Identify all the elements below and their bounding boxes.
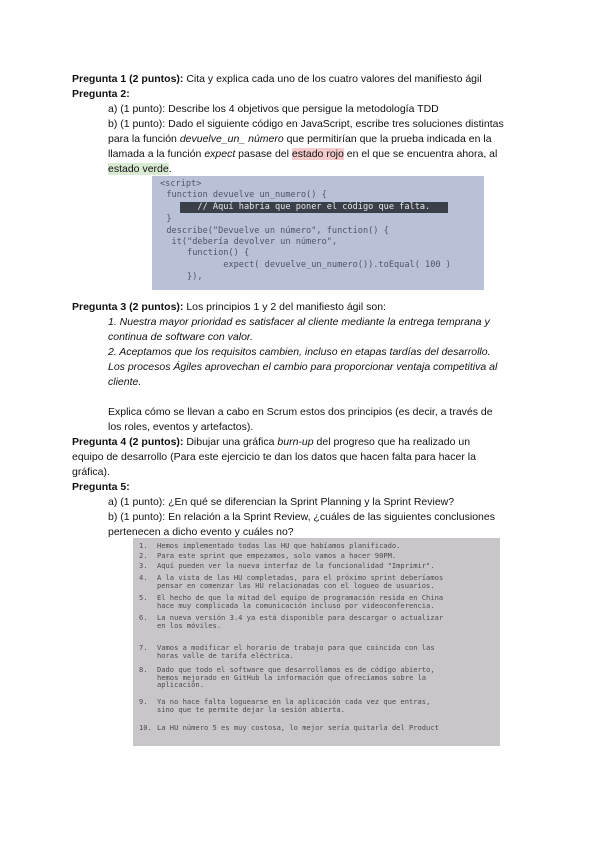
principle-2-line-1: 2. Aceptamos que los requisitos cambien, incluso en etapas tardías del desarrollo.: [108, 346, 491, 358]
question-2b-line-4: [108, 162, 172, 177]
conclusion-item: [139, 542, 497, 550]
conclusion-item: [139, 698, 497, 713]
conclusion-text: A la vista de las HU completadas, para el próximo sprint deberíamos: [157, 573, 444, 582]
conclusion-item: [139, 562, 497, 570]
conclusion-text: Ya no hace falta loguearse en la aplicación cada vez que entras,: [157, 697, 431, 706]
code-screenshot: [152, 176, 484, 290]
question-3-explain-line-1: Explica cómo se llevan a cabo en Scrum estos dos principios (es decir, a través de: [108, 406, 493, 418]
question-1-label: Pregunta 1 (2 puntos):: [72, 73, 184, 85]
question-5b-line-2: pertenecen a dicho evento y cuáles no?: [108, 526, 294, 538]
green-state-highlight: estado verde: [108, 163, 169, 175]
q2b-line3-mid: pasase del: [235, 148, 292, 160]
q2b-expect-word: expect: [204, 148, 236, 160]
conclusion-item: [139, 552, 497, 560]
question-2b-line-2: [108, 132, 492, 147]
question-5-label-text: Pregunta 5:: [72, 481, 130, 493]
code-line-6: it("debería devolver un número",: [156, 237, 338, 247]
question-4-label: Pregunta 4 (2 puntos):: [72, 436, 184, 448]
code-line-7: function() {: [156, 248, 250, 258]
question-4-line-3: gráfica).: [72, 466, 110, 478]
conclusion-number: 8.: [139, 665, 148, 674]
red-state-highlight: estado rojo: [291, 148, 344, 160]
code-line-9: }),: [156, 272, 203, 282]
code-line-8: expect( devuelve_un_numero()).toEqual( 100 ): [156, 260, 451, 270]
conclusion-number: 2.: [139, 551, 148, 560]
conclusion-number: 9.: [139, 697, 148, 706]
q2b-line2-pre: para la función: [108, 133, 180, 145]
question-1-text: Cita y explica cada uno de los cuatro valores del manifiesto ágil: [183, 73, 482, 85]
conclusion-number: 7.: [139, 643, 148, 652]
conclusion-number: 3.: [139, 561, 148, 570]
conclusion-number: 6.: [139, 613, 148, 622]
question-2-label: [72, 87, 130, 102]
question-4-line-2: equipo de desarrollo (Para este ejercicio te dan los datos que hacen falta para hacer la: [72, 451, 476, 463]
conclusion-text: Aquí pueden ver la nueva interfaz de la funcionalidad "Imprimir".: [157, 561, 435, 570]
conclusion-text: Hemos implementado todas las HU que habíamos planificado.: [157, 541, 401, 550]
conclusion-item: [139, 574, 497, 589]
conclusion-continuation: hemos mejorado en GitHub la información que ofrecíamos sobre la: [157, 672, 427, 682]
q4-burnup-word: burn-up: [277, 436, 314, 448]
question-5b-line-1: b) (1 punto): En relación a la Sprint Review, ¿cuáles de las siguientes conclusiones: [108, 511, 495, 523]
conclusion-item: [139, 666, 497, 689]
conclusion-text: La HU número 5 es muy costosa, lo mejor sería quitarla del Product: [157, 723, 439, 732]
question-3: [72, 300, 386, 315]
question-5-label: [72, 480, 130, 495]
question-1: [72, 72, 482, 87]
principle-1-line-1: 1. Nuestra mayor prioridad es satisfacer al cliente mediante la entrega temprana y: [108, 316, 490, 328]
conclusion-number: 4.: [139, 573, 148, 582]
question-3-explain-line-2: los roles, eventos y artefactos).: [108, 421, 254, 433]
question-3-label: Pregunta 3 (2 puntos):: [72, 301, 184, 313]
q2b-line2-post: que permitirían que la prueba indicada en la: [283, 133, 492, 145]
code-line-3-highlighted: [156, 202, 448, 213]
conclusion-continuation: aplicación.: [157, 680, 204, 690]
q2b-function-name: devuelve_un_ número: [179, 133, 284, 145]
code-line-4: }: [156, 214, 172, 224]
q2b-line3-pre: llamada a la función: [108, 148, 205, 160]
conclusion-continuation: horas valle de tarifa eléctrica.: [157, 650, 294, 660]
conclusion-item: [139, 724, 497, 732]
conclusion-text: Vamos a modificar el horario de trabajo para que coincida con las: [157, 643, 435, 652]
code-line-2: function devuelve un_numero() {: [156, 190, 327, 200]
conclusion-number: 5.: [139, 593, 148, 602]
conclusions-screenshot: [133, 538, 500, 746]
conclusion-text: Dado que todo el software que desarrollamos es de código abierto,: [157, 665, 435, 674]
principle-1-line-2: continua de software con valor.: [108, 331, 253, 343]
question-5a: a) (1 punto): ¿En qué se diferencian la Sprint Planning y la Sprint Review?: [108, 496, 455, 508]
code-line-1: <script>: [160, 179, 202, 189]
question-2b-line-1: b) (1 punto): Dado el siguiente código en JavaScript, escribe tres soluciones distintas: [108, 118, 504, 130]
code-line-5: describe("Devuelve un número", function() {: [156, 226, 389, 236]
conclusion-continuation: en los móviles.: [157, 620, 222, 630]
conclusion-text: Para este sprint que empezamos, solo vamos a hacer 90PM.: [157, 551, 397, 560]
conclusion-number: 1.: [139, 541, 148, 550]
conclusion-item: [139, 614, 497, 629]
q4-text-post: del progreso que ha realizado un: [313, 436, 471, 448]
question-3-text: Los principios 1 y 2 del manifiesto ágil son:: [183, 301, 386, 313]
question-2-label-text: Pregunta 2:: [72, 88, 130, 100]
conclusion-text: La nueva versión 3.4 ya está disponible para descargar o actualizar: [157, 613, 444, 622]
q2b-line4-post: .: [168, 163, 172, 175]
code-line-3-text: // Aquí habría que poner el código que falta.: [156, 202, 431, 212]
conclusion-item: [139, 644, 497, 659]
conclusion-item: [139, 594, 497, 609]
conclusion-text: El hecho de que la mitad del equipo de programación resida en China: [157, 593, 444, 602]
conclusion-number: 10.: [139, 723, 152, 732]
conclusion-continuation: sino que te permite dejar la sesión abierta.: [157, 704, 345, 714]
question-2a: a) (1 punto): Describe los 4 objetivos que persigue la metodología TDD: [108, 103, 439, 115]
principle-2-line-2: Los procesos Ágiles aprovechan el cambio para proporcionar ventaja competitiva al: [108, 361, 498, 373]
question-2b-line-3: [108, 147, 497, 162]
q2b-line3-post: en el que se encuentra ahora, al: [343, 148, 498, 160]
conclusion-continuation: hace muy complicada la comunicación incluso por videoconferencia.: [157, 600, 435, 610]
conclusion-continuation: pensar en comenzar las HU relacionadas con el logueo de usuarios.: [157, 580, 435, 590]
question-4: [72, 435, 470, 450]
q4-text-pre: Dibujar una gráfica: [183, 436, 278, 448]
principle-2-line-3: cliente.: [108, 376, 142, 388]
